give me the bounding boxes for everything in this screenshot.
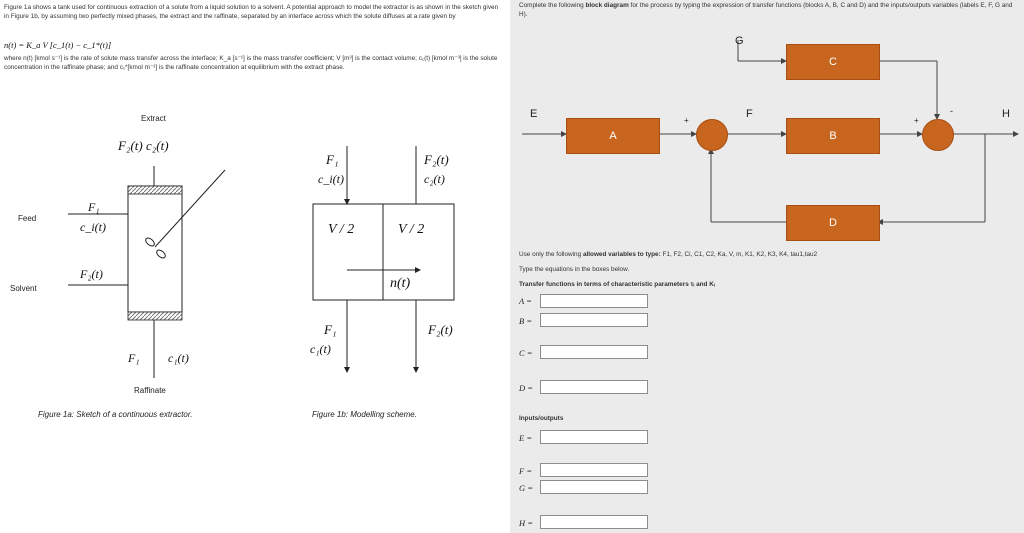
inputs-outputs-heading: Inputs/outputs bbox=[519, 415, 564, 422]
field-b-label: B = bbox=[519, 316, 533, 326]
field-c-input[interactable] bbox=[540, 345, 648, 359]
scheme-in-c2: c₂(t) bbox=[424, 172, 445, 186]
figure-1b-caption: Figure 1b: Modelling scheme. bbox=[312, 410, 417, 419]
label-e: E bbox=[530, 108, 538, 120]
allowed-variables: Use only the following allowed variables to type: F1, F2, Ci, C1, C2, Ka, V, m, K1, K2, K3, K4, tau1,tau2 bbox=[519, 251, 818, 258]
plus-sign-1: + bbox=[684, 116, 689, 125]
block-c: C bbox=[786, 44, 880, 80]
field-g-label: G = bbox=[519, 483, 533, 493]
field-g-input[interactable] bbox=[540, 480, 648, 494]
feed-flow-label: F₁ bbox=[88, 200, 100, 214]
raffinate-conc-label: c₁(t) bbox=[168, 351, 189, 365]
field-e-input[interactable] bbox=[540, 430, 648, 444]
field-h-label: H = bbox=[519, 518, 533, 528]
field-d-input[interactable] bbox=[540, 380, 648, 394]
scheme-v-right: V / 2 bbox=[398, 222, 425, 237]
solvent-label: Solvent bbox=[10, 284, 37, 293]
field-e-label: E = bbox=[519, 433, 533, 443]
label-f: F bbox=[746, 108, 753, 120]
scheme-out-f2: F₂(t) bbox=[428, 322, 453, 337]
definition-paragraph: where n(t) [kmol s⁻¹] is the rate of solute mass transfer across the interface; K_a [s⁻¹] is the mass transfer coefficient; V [m³] is the contact volume; c₁(t) [kmol m⁻³] is the solute concentration in the raffinate phase; and c₁*[kmol m⁻³] is the raffinate concentration at equilibrium with the extract phase. bbox=[4, 55, 498, 71]
field-a-label: A = bbox=[519, 296, 532, 306]
scheme-rate: n(t) bbox=[390, 276, 411, 291]
scheme-in-f1: F₁ bbox=[326, 152, 339, 167]
scheme-v-left: V / 2 bbox=[328, 222, 355, 237]
field-f-input[interactable] bbox=[540, 463, 648, 477]
extract-label: Extract bbox=[141, 114, 166, 123]
field-f-label: F = bbox=[519, 466, 533, 476]
block-b: B bbox=[786, 118, 880, 154]
intro-paragraph: Figure 1a shows a tank used for continuous extraction of a solute from a liquid solution to a solvent. A potential approach to model the extractor is as shown in the sketch given in Figure 1b, by assuming two perfectly mixed phases, the extract and the raffinate, separated by an interface across which the solute diffuses at a rate given by bbox=[4, 4, 499, 20]
block-diagram-instructions: Complete the following block diagram for the process by typing the expression of transfer functions (blocks A, B, C and D) and the inputs/outputs variables (labels E, F, G and H). bbox=[519, 2, 1013, 18]
figure-1a-caption: Figure 1a: Sketch of a continuous extractor. bbox=[38, 410, 193, 419]
summing-junction-2 bbox=[922, 119, 954, 151]
extract-flow-label: F₂(t) c₂(t) bbox=[118, 138, 169, 153]
raffinate-flow-label: F₁ bbox=[128, 351, 140, 365]
field-b-input[interactable] bbox=[540, 313, 648, 327]
type-equations-note: Type the equations in the boxes below. bbox=[519, 266, 630, 273]
scheme-out-c1: c₁(t) bbox=[310, 342, 331, 356]
summing-junction-1 bbox=[696, 119, 728, 151]
scheme-in-ci: c_i(t) bbox=[318, 172, 344, 186]
scheme-in-f2: F₂(t) bbox=[424, 152, 449, 167]
feed-label: Feed bbox=[18, 214, 37, 223]
plus-sign-2: + bbox=[914, 116, 919, 125]
field-c-label: C = bbox=[519, 348, 533, 358]
label-h: H bbox=[1002, 108, 1010, 120]
transfer-functions-heading: Transfer functions in terms of characteristic parameters τᵢ and Kᵢ bbox=[519, 281, 715, 288]
block-d: D bbox=[786, 205, 880, 241]
rate-equation: n(t) = K_a V [c_1(t) − c_1*(t)] bbox=[4, 40, 112, 50]
minus-sign: - bbox=[950, 106, 953, 116]
label-g: G bbox=[735, 35, 744, 47]
field-d-label: D = bbox=[519, 383, 533, 393]
field-h-input[interactable] bbox=[540, 515, 648, 529]
raffinate-label: Raffinate bbox=[134, 386, 166, 395]
scheme-out-f1: F₁ bbox=[324, 322, 337, 337]
field-a-input[interactable] bbox=[540, 294, 648, 308]
solvent-flow-label: F₂(t) bbox=[80, 267, 103, 281]
block-a: A bbox=[566, 118, 660, 154]
feed-conc-label: c_i(t) bbox=[80, 220, 106, 234]
